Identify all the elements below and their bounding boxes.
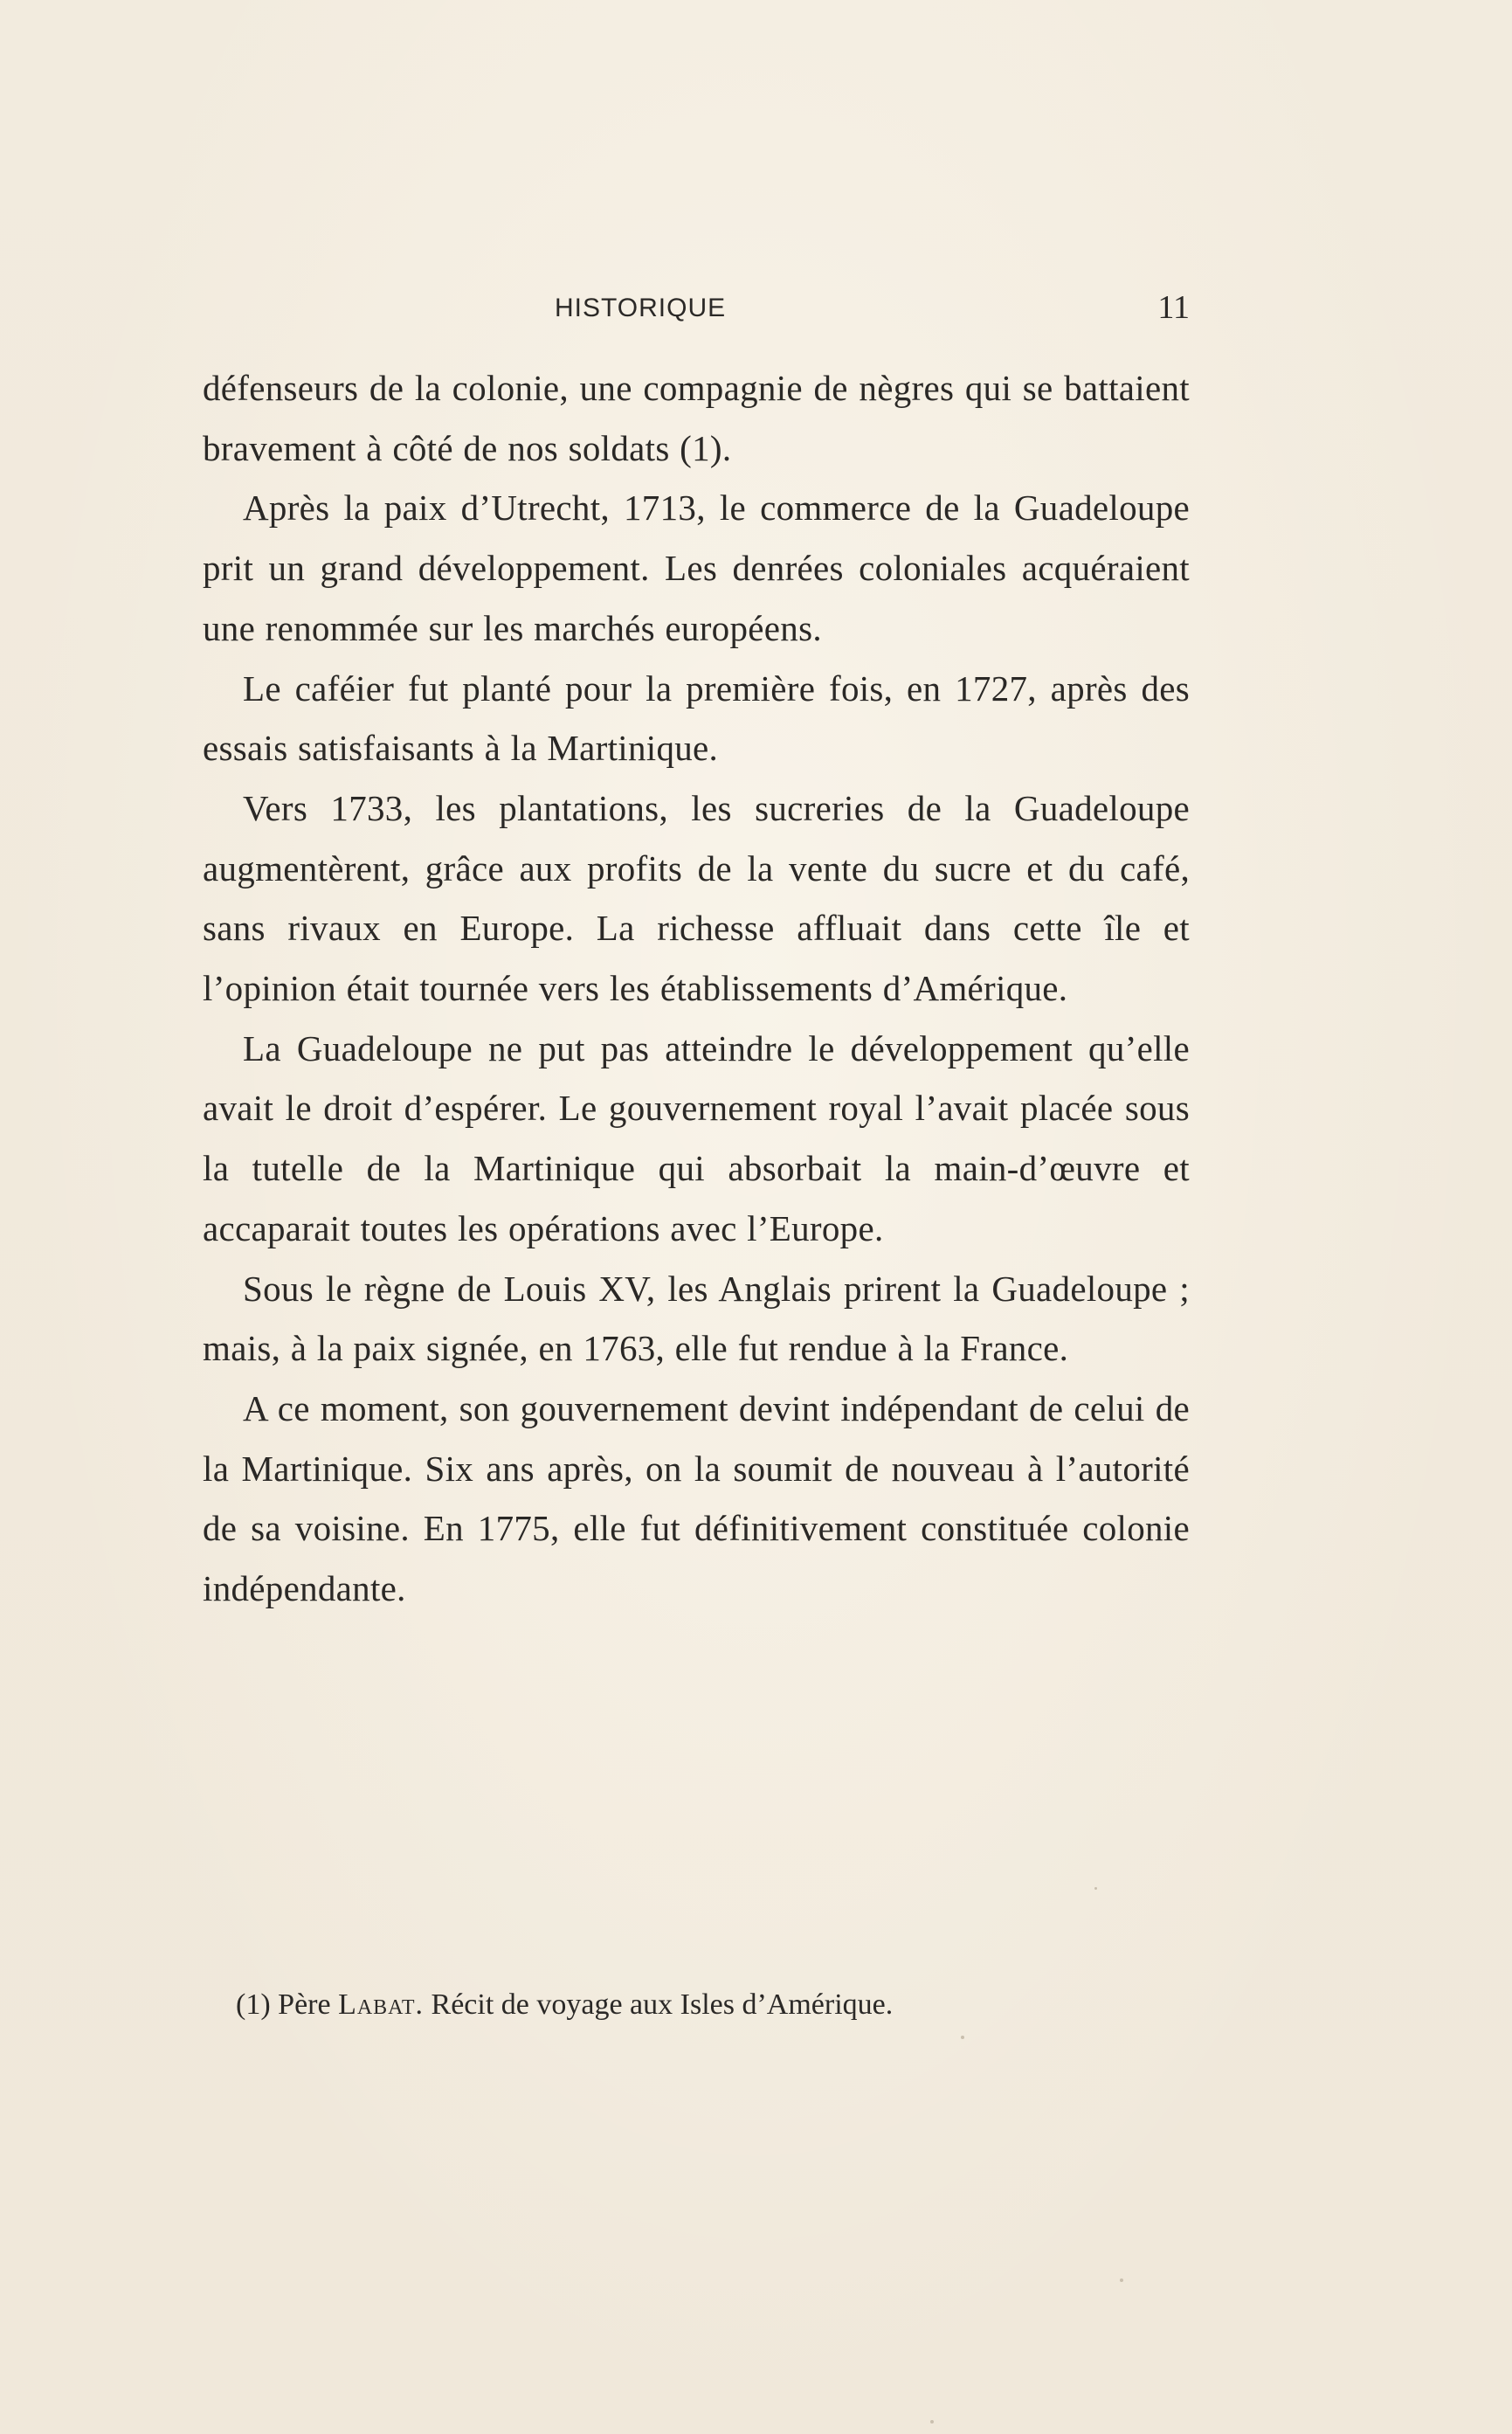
paragraph: Sous le règne de Louis XV, les Anglais prirent la Guadeloupe ; mais, à la paix signée, en 1763, elle fut rendue à la France.: [203, 1268, 1190, 1369]
paper-speck: [1094, 1887, 1097, 1890]
paper-speck: [961, 2036, 964, 2039]
page-number: 11: [1157, 289, 1190, 326]
paper-speck: [1120, 2278, 1123, 2282]
footnote-marker: (1): [236, 1988, 271, 2021]
running-title: HISTORIQUE: [555, 294, 727, 322]
running-head: [203, 289, 1190, 328]
footnote-author-first: Père: [278, 1988, 331, 2021]
paragraph: Le caféier fut planté pour la première fois, en 1727, après des essais satisfaisants à la Martinique.: [203, 667, 1190, 769]
body-text: [203, 358, 1190, 1619]
paragraph: La Guadeloupe ne put pas atteindre le développement qu’elle avait le droit d’espérer. Le gouvernement royal l’avait placée sous la tutelle de la Martinique qui absorbait la main-d’œuvre et accaparait toutes les opérations avec l’Europe.: [203, 1027, 1190, 1248]
paragraph: Vers 1733, les plantations, les sucreries de la Guadeloupe augmentèrent, grâce aux profits de la vente du sucre et du café, sans rivaux en Europe. La richesse affluait dans cette île et l’opinion était tournée vers les établissements d’Amérique.: [203, 787, 1190, 1009]
paragraph: A ce moment, son gouvernement devint indépendant de celui de la Martinique. Six ans après, on la soumit de nouveau à l’autorité de sa voisine. En 1775, elle fut définitivement constituée colonie indépendante.: [203, 1387, 1190, 1609]
paper-speck: [930, 2420, 934, 2424]
footnote-author-last: Labat.: [338, 1988, 425, 2021]
paragraph: Après la paix d’Utrecht, 1713, le commerce de la Guadeloupe prit un grand développement. Les denrées coloniales acquéraient une renommée sur les marchés européens.: [203, 487, 1190, 648]
paragraph-continuation: défenseurs de la colonie, une compagnie de nègres qui se battaient bravement à côté de nos soldats (1).: [203, 368, 1190, 468]
footnote-title: Récit de voyage aux Isles d’Amérique.: [431, 1988, 894, 2021]
footnote: [236, 1985, 1197, 2025]
